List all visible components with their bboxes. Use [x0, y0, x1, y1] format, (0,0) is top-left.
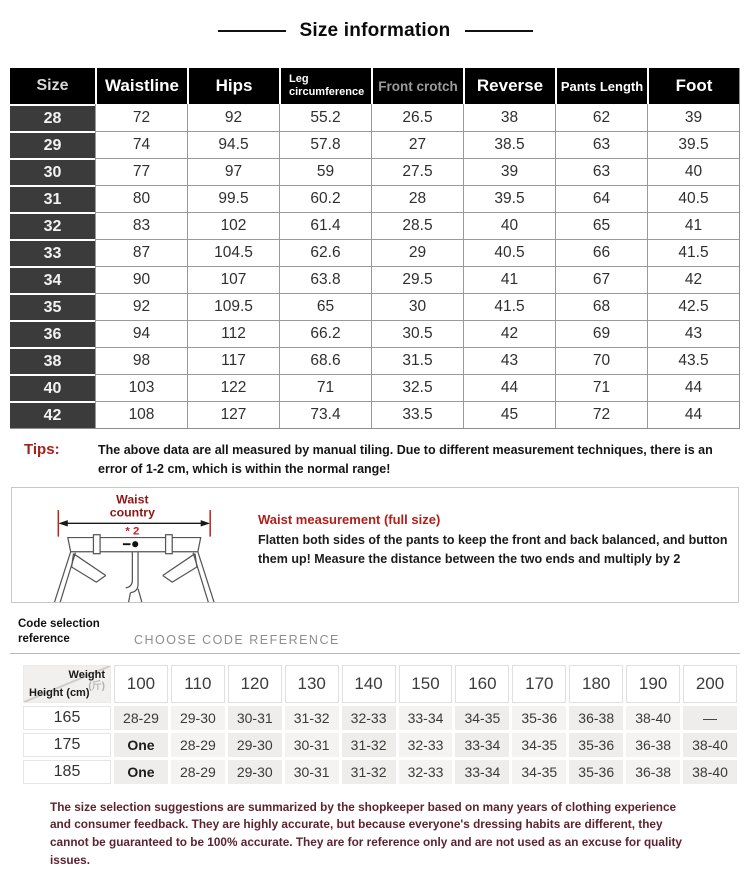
size-column-header: Hips	[187, 68, 279, 104]
measurement-cell: 42	[647, 266, 739, 293]
code-table-row	[23, 706, 737, 730]
size-table-row	[10, 158, 739, 185]
measurement-cell: 117	[187, 347, 279, 374]
measurement-cell: 69	[555, 320, 647, 347]
code-cell: 28-29	[171, 733, 225, 757]
measurement-cell: 122	[187, 374, 279, 401]
code-table-corner-cell	[23, 665, 111, 703]
measurement-cell: 28.5	[371, 212, 463, 239]
measurement-cell: 43.5	[647, 347, 739, 374]
measurement-cell: 43	[463, 347, 555, 374]
weight-column-header: 100	[114, 665, 168, 703]
code-cell: 36-38	[626, 733, 680, 757]
measurement-cell: 127	[187, 401, 279, 428]
weight-column-header: 150	[399, 665, 453, 703]
waist-multiplier-label: * 2	[125, 525, 140, 538]
code-cell: 28-29	[171, 760, 225, 784]
measurement-body: Flatten both sides of the pants to keep the front and back balanced, and button them up! Measure the distance between the two ends and multiply by 2	[258, 533, 728, 566]
weight-column-header: 180	[569, 665, 623, 703]
code-cell: 34-35	[512, 760, 566, 784]
code-cell: 38-40	[683, 733, 737, 757]
measurement-cell: 29.5	[371, 266, 463, 293]
measurement-cell: 97	[187, 158, 279, 185]
measurement-cell: 30	[371, 293, 463, 320]
code-cell: 33-34	[455, 733, 509, 757]
code-table-body	[23, 706, 737, 784]
measurement-cell: 62.6	[279, 239, 371, 266]
measurement-cell: 57.8	[279, 131, 371, 158]
code-cell: 32-33	[342, 706, 396, 730]
code-table-header-row	[23, 665, 737, 703]
measurement-cell: 41	[647, 212, 739, 239]
measurement-cell: 40	[463, 212, 555, 239]
code-cell: 33-34	[455, 760, 509, 784]
measurement-cell: 38	[463, 104, 555, 131]
measurement-cell: 39.5	[463, 185, 555, 212]
measurement-cell: 104.5	[187, 239, 279, 266]
measurement-cell: 39	[463, 158, 555, 185]
size-table-row	[10, 239, 739, 266]
size-label-cell: 35	[10, 293, 95, 320]
measurement-cell: 63	[555, 131, 647, 158]
height-label-cell: 165	[23, 706, 111, 730]
measurement-cell: 64	[555, 185, 647, 212]
size-label-cell: 32	[10, 212, 95, 239]
measurement-cell: 33.5	[371, 401, 463, 428]
measurement-cell: 107	[187, 266, 279, 293]
measurement-cell: 40	[647, 158, 739, 185]
code-reference-table	[20, 662, 740, 787]
measurement-cell: 41.5	[647, 239, 739, 266]
measurement-cell: 71	[555, 374, 647, 401]
measurement-cell: 31.5	[371, 347, 463, 374]
code-cell: 29-30	[228, 733, 282, 757]
code-cell: One	[114, 733, 168, 757]
measurement-cell: 66	[555, 239, 647, 266]
measurement-cell: 66.2	[279, 320, 371, 347]
height-label-cell: 185	[23, 760, 111, 784]
code-cell: 35-36	[512, 706, 566, 730]
measurement-cell: 87	[95, 239, 187, 266]
code-cell: 36-38	[569, 706, 623, 730]
size-column-header: Reverse	[463, 68, 555, 104]
weight-column-header: 110	[171, 665, 225, 703]
measurement-cell: 27	[371, 131, 463, 158]
code-table-row	[23, 760, 737, 784]
code-cell: 29-30	[228, 760, 282, 784]
measurement-cell: 72	[95, 104, 187, 131]
measurement-cell: 112	[187, 320, 279, 347]
size-table-row	[10, 266, 739, 293]
size-label-cell: 36	[10, 320, 95, 347]
size-table-row	[10, 347, 739, 374]
footer-disclaimer: The size selection suggestions are summarized by the shopkeeper based on many years of clothing experience and consumer feedback. They are highly accurate, but because everyone's dressing habits are different, they cannot be guaranteed to be 100% accurate. They are for reference only and are not used as an excuse for quality issues.	[50, 799, 682, 867]
size-label-cell: 30	[10, 158, 95, 185]
weight-column-header: 170	[512, 665, 566, 703]
code-cell: 32-33	[399, 733, 453, 757]
measurement-cell: 63.8	[279, 266, 371, 293]
code-reference-subtitle: CHOOSE CODE REFERENCE	[134, 632, 340, 647]
measurement-cell: 28	[371, 185, 463, 212]
size-column-header: Waistline	[95, 68, 187, 104]
code-cell: 30-31	[285, 733, 339, 757]
measurement-cell: 44	[647, 401, 739, 428]
measurement-cell: 71	[279, 374, 371, 401]
code-reference-header	[10, 617, 740, 654]
measurement-cell: 60.2	[279, 185, 371, 212]
size-table-row	[10, 293, 739, 320]
measurement-cell: 43	[647, 320, 739, 347]
code-cell: 36-38	[626, 760, 680, 784]
measurement-cell: 44	[463, 374, 555, 401]
title-decorative-line-right	[465, 30, 533, 32]
measurement-cell: 74	[95, 131, 187, 158]
code-cell: 35-36	[569, 733, 623, 757]
size-table-row	[10, 104, 739, 131]
measurement-cell: 109.5	[187, 293, 279, 320]
size-table-header-row	[10, 68, 739, 104]
waist-label-line1: Waist	[116, 491, 149, 506]
measurement-cell: 39	[647, 104, 739, 131]
title-decorative-line-left	[218, 30, 286, 32]
measurement-cell: 108	[95, 401, 187, 428]
size-table-row	[10, 131, 739, 158]
measurement-cell: 73.4	[279, 401, 371, 428]
measurement-cell: 45	[463, 401, 555, 428]
size-label-cell: 33	[10, 239, 95, 266]
code-cell: 35-36	[569, 760, 623, 784]
weight-column-header: 140	[342, 665, 396, 703]
measurement-cell: 92	[187, 104, 279, 131]
measurement-cell: 41.5	[463, 293, 555, 320]
measurement-cell: 61.4	[279, 212, 371, 239]
size-table-row	[10, 374, 739, 401]
height-label-cell: 175	[23, 733, 111, 757]
measurement-cell: 103	[95, 374, 187, 401]
code-cell: 33-34	[399, 706, 453, 730]
measurement-cell: 42	[463, 320, 555, 347]
weight-column-header: 130	[285, 665, 339, 703]
size-table-body	[10, 104, 739, 428]
code-cell: —	[683, 706, 737, 730]
measurement-cell: 42.5	[647, 293, 739, 320]
size-table-row	[10, 212, 739, 239]
measurement-cell: 32.5	[371, 374, 463, 401]
size-table-row	[10, 185, 739, 212]
measurement-heading: Waist measurement (full size)	[258, 511, 441, 527]
measurement-cell: 44	[647, 374, 739, 401]
code-cell: 31-32	[342, 733, 396, 757]
measurement-cell: 63	[555, 158, 647, 185]
measurement-cell: 30.5	[371, 320, 463, 347]
size-table-row	[10, 320, 739, 347]
measurement-cell: 67	[555, 266, 647, 293]
code-cell: 30-31	[228, 706, 282, 730]
size-column-header: Foot	[647, 68, 739, 104]
code-reference-title: Code selection reference	[18, 617, 100, 646]
size-label-cell: 38	[10, 347, 95, 374]
size-column-header: Size	[10, 68, 95, 104]
code-cell: 32-33	[399, 760, 453, 784]
measurement-cell: 70	[555, 347, 647, 374]
pants-diagram	[34, 492, 244, 604]
measurement-cell: 68	[555, 293, 647, 320]
waist-measurement-panel	[11, 487, 739, 603]
size-label-cell: 28	[10, 104, 95, 131]
weight-column-header: 160	[455, 665, 509, 703]
measurement-cell: 94.5	[187, 131, 279, 158]
corner-height-label: Height (cm)	[29, 686, 90, 699]
measurement-cell: 26.5	[371, 104, 463, 131]
size-column-header: Pants Length	[555, 68, 647, 104]
code-cell: One	[114, 760, 168, 784]
code-cell: 38-40	[626, 706, 680, 730]
measurement-cell: 59	[279, 158, 371, 185]
measurement-cell: 55.2	[279, 104, 371, 131]
measurement-cell: 83	[95, 212, 187, 239]
waist-label-line2: country	[109, 505, 155, 520]
tips-text: The above data are all measured by manual tiling. Due to different measurement techniques, there is an error of 1-2 cm, which is within the normal range!	[98, 443, 713, 476]
pants-button	[132, 541, 138, 547]
size-table-row	[10, 401, 739, 428]
measurement-cell: 62	[555, 104, 647, 131]
measurement-cell: 94	[95, 320, 187, 347]
measurement-cell: 65	[279, 293, 371, 320]
code-cell: 31-32	[285, 706, 339, 730]
code-table-row	[23, 733, 737, 757]
tips-section	[12, 441, 738, 479]
measurement-cell: 41	[463, 266, 555, 293]
measurement-cell: 38.5	[463, 131, 555, 158]
tips-label: Tips:	[24, 441, 60, 458]
code-cell: 29-30	[171, 706, 225, 730]
measurement-cell: 92	[95, 293, 187, 320]
code-cell: 34-35	[512, 733, 566, 757]
code-cell: 31-32	[342, 760, 396, 784]
measurement-cell: 68.6	[279, 347, 371, 374]
corner-weight-label: Weight	[68, 668, 105, 681]
weight-column-header: 190	[626, 665, 680, 703]
measurement-cell: 102	[187, 212, 279, 239]
measurement-cell: 98	[95, 347, 187, 374]
weight-column-header: 120	[228, 665, 282, 703]
measurement-instructions	[258, 512, 738, 568]
measurement-cell: 72	[555, 401, 647, 428]
code-cell: 34-35	[455, 706, 509, 730]
measurement-cell: 40.5	[647, 185, 739, 212]
measurement-cell: 90	[95, 266, 187, 293]
measurement-cell: 99.5	[187, 185, 279, 212]
page-title: Size information	[299, 20, 451, 41]
code-cell: 28-29	[114, 706, 168, 730]
size-label-cell: 40	[10, 374, 95, 401]
measurement-cell: 27.5	[371, 158, 463, 185]
size-column-header: Leg circumference	[279, 68, 371, 104]
size-label-cell: 34	[10, 266, 95, 293]
measurement-cell: 80	[95, 185, 187, 212]
size-table	[10, 68, 740, 429]
measurement-cell: 29	[371, 239, 463, 266]
weight-column-header: 200	[683, 665, 737, 703]
code-cell: 38-40	[683, 760, 737, 784]
corner-weight-unit: (斤)	[88, 680, 105, 692]
measurement-cell: 77	[95, 158, 187, 185]
code-cell: 30-31	[285, 760, 339, 784]
size-label-cell: 31	[10, 185, 95, 212]
title-row	[0, 0, 750, 42]
size-column-header: Front crotch	[371, 68, 463, 104]
size-label-cell: 29	[10, 131, 95, 158]
measurement-cell: 40.5	[463, 239, 555, 266]
measurement-cell: 39.5	[647, 131, 739, 158]
size-label-cell: 42	[10, 401, 95, 428]
measurement-cell: 65	[555, 212, 647, 239]
